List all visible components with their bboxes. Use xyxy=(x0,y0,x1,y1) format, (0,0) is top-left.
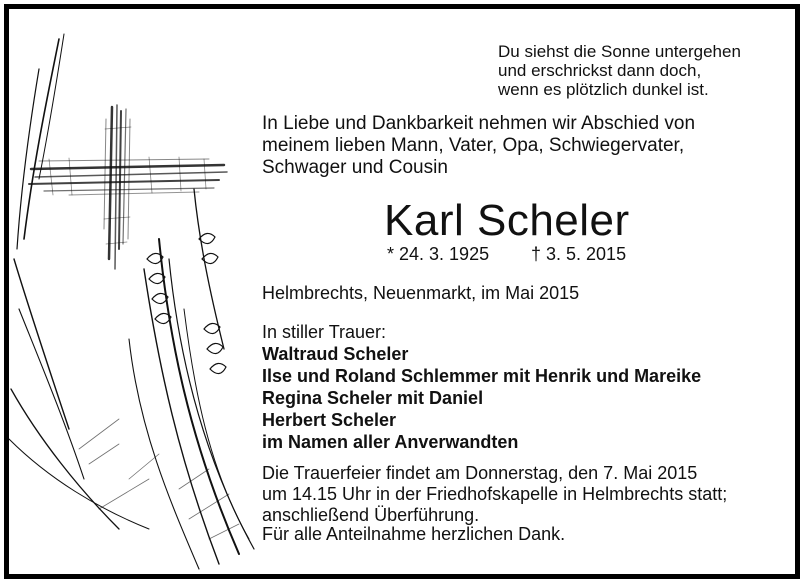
death-date: † 3. 5. 2015 xyxy=(531,244,627,264)
poem-verse: Du siehst die Sonne untergehen und erschrickst dann doch, wenn es plötzlich dunkel ist. xyxy=(498,42,741,99)
mourner-name: im Namen aller Anverwandten xyxy=(262,432,519,452)
cross-with-wheat-icon xyxy=(9,9,259,574)
mourners-list xyxy=(262,343,701,453)
mourner-name: Waltraud Scheler xyxy=(262,344,409,364)
intro-text: In Liebe und Dankbarkeit nehmen wir Abschied von meinem lieben Mann, Vater, Opa, Schwiegervater, Schwager und Cousin xyxy=(262,113,696,178)
place-and-date: Helmbrechts, Neuenmarkt, im Mai 2015 xyxy=(262,283,580,303)
birth-date: * 24. 3. 1925 xyxy=(387,244,490,264)
mourner-name: Ilse und Roland Schlemmer mit Henrik und Mareike xyxy=(262,366,702,386)
deceased-name: Karl Scheler xyxy=(384,196,630,245)
obituary-notice xyxy=(4,4,800,579)
thanks-text: Für alle Anteilnahme herzlichen Dank. xyxy=(262,524,566,544)
mourning-label: In stiller Trauer: xyxy=(262,322,387,342)
mourner-name: Regina Scheler mit Daniel xyxy=(262,388,484,408)
mourner-name: Herbert Scheler xyxy=(262,410,397,430)
funeral-notice: Die Trauerfeier findet am Donnerstag, den 7. Mai 2015 um 14.15 Uhr in der Friedhofskapelle in Helmbrechts statt; anschließend Überführung. xyxy=(262,463,728,525)
